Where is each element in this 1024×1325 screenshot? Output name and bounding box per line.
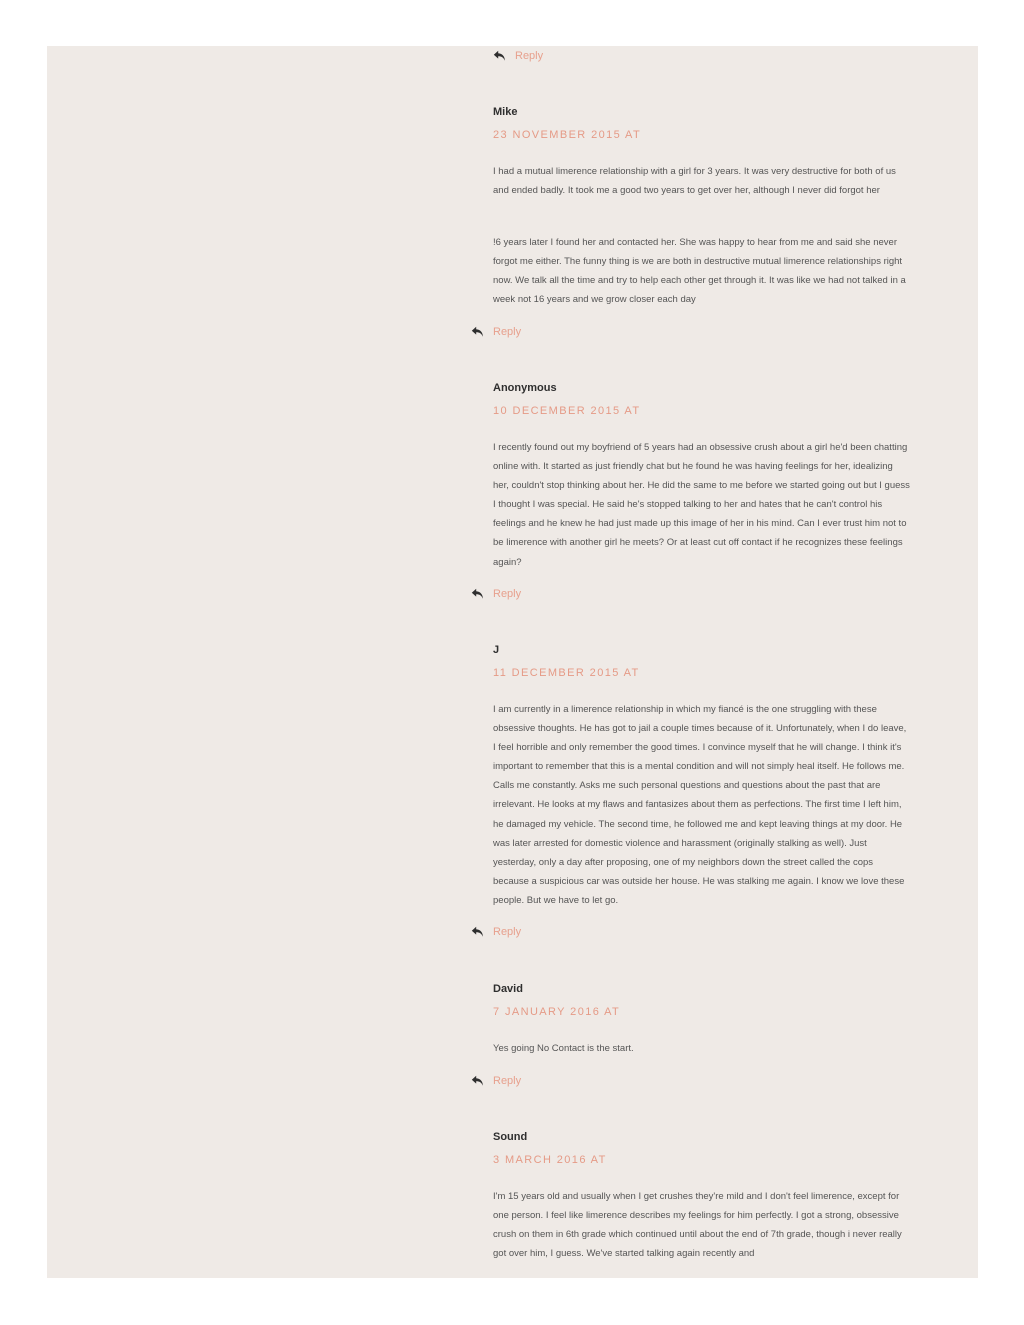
- comment-author: Anonymous: [493, 382, 557, 394]
- comment-date: 10 DECEMBER 2015 AT: [493, 405, 641, 417]
- reply-label: Reply: [493, 326, 522, 338]
- comment-author: Sound: [493, 1131, 528, 1143]
- comment-text: I had a mutual limerence relationship with a girl for 3 years. It was very destructive for both of us and ended badly. It took me a good two years to get over her, although I never did forgot her: [493, 166, 896, 197]
- reply-label: Reply: [493, 1075, 522, 1087]
- reply-link[interactable]: [493, 46, 543, 66]
- comment-date: 7 JANUARY 2016 AT: [493, 1006, 621, 1018]
- reply-arrow-icon: [471, 588, 484, 600]
- reply-link[interactable]: [471, 322, 521, 342]
- comment-text: I'm 15 years old and usually when I get crushes they're mild and I don't feel limerence, except for one person. I feel like limerence describes my feelings for him perfectly. I got a strong, obsessive crush on them in 6th grade which continued until about the end of 7th grade, though i never really got over him, I guess. We've started talking again recently and: [493, 1191, 902, 1260]
- comment-text: Yes going No Contact is the start.: [493, 1043, 634, 1054]
- comment-date: 3 MARCH 2016 AT: [493, 1154, 607, 1166]
- comment-text: I recently found out my boyfriend of 5 years had an obsessive crush about a girl he'd been chatting online with. It started as just friendly chat but he found he was having feelings for her, idealizing her, couldn't stop thinking about her. He did the same to me before we started going out but I guess I thought I was special. He said he's stopped talking to her and hates that he can't control his feelings and he knew he had just made up this image of her in his mind. Can I ever trust him not to be limerence with another girl he meets? Or at least cut off contact if he recognizes these feelings again?: [493, 442, 910, 568]
- reply-arrow-icon: [493, 50, 506, 62]
- reply-link[interactable]: [471, 584, 521, 604]
- comment-author: David: [493, 983, 523, 995]
- comment-text: !6 years later I found her and contacted her. She was happy to hear from me and said she never forgot me either. The funny thing is we are both in destructive mutual limerence relationships right now. We talk all the time and try to help each other get through it. It was like we had not talked in a week not 16 years and we grow closer each day: [493, 237, 906, 306]
- comment-text: I am currently in a limerence relationship in which my fiancé is the one struggling with these obsessive thoughts. He has got to jail a couple times because of it. Unfortunately, when I do leave, I feel horrible and only remember the good times. I convince myself that he will change. I think it's important to remember that this is a mental condition and will not simply heal itself. He follows me. Calls me constantly. Asks me such personal questions and questions about the past that are irrelevant. He looks at my flaws and fantasizes about them as perfections. The first time I left him, he damaged my vehicle. The second time, he followed me and kept leaving things at my door. He was later arrested for domestic violence and harassment (originally stalking as well). Just yesterday, only a day after proposing, one of my neighbors down the street called the cops because a suspicious car was outside her house. He was stalking me again. I know we love these people. But we have to let go.: [493, 704, 907, 906]
- reply-label: Reply: [515, 50, 544, 62]
- reply-link[interactable]: [471, 922, 521, 942]
- reply-arrow-icon: [471, 926, 484, 938]
- comment-author: Mike: [493, 106, 518, 118]
- reply-label: Reply: [493, 926, 522, 938]
- comment-date: 11 DECEMBER 2015 AT: [493, 667, 640, 679]
- comment-date: 23 NOVEMBER 2015 AT: [493, 129, 642, 141]
- comment-author: J: [493, 644, 500, 656]
- comments-panel: [47, 46, 978, 1278]
- reply-label: Reply: [493, 588, 522, 600]
- reply-arrow-icon: [471, 326, 484, 338]
- reply-link[interactable]: [471, 1071, 521, 1091]
- reply-arrow-icon: [471, 1075, 484, 1087]
